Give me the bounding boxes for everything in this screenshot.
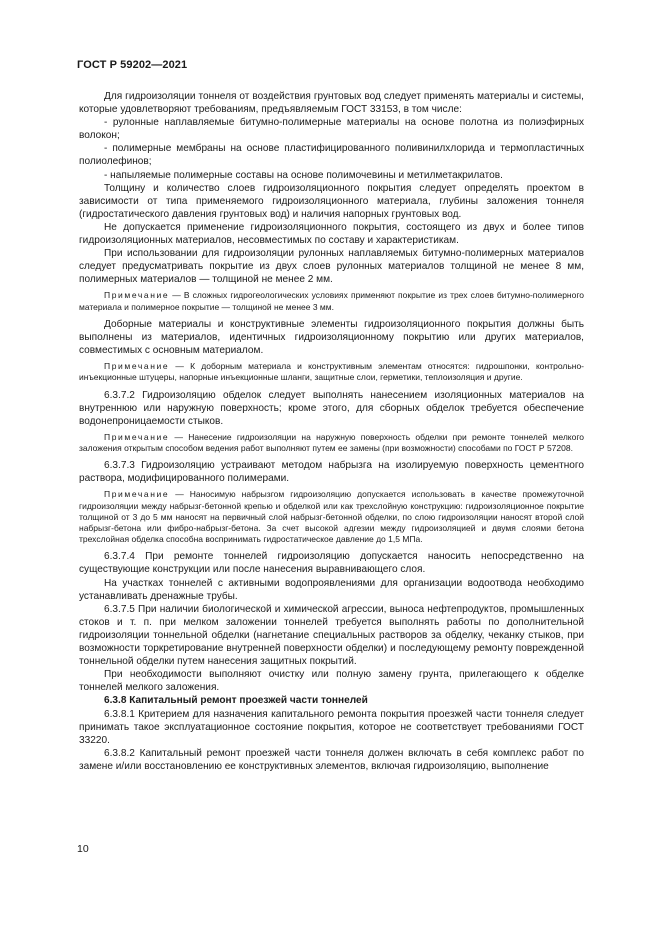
document-body [79, 90, 584, 773]
list-item: - рулонные наплавляемые битумно-полимерные материалы на основе полотна из полиэфирных волокон; [79, 117, 584, 142]
note-label: Примечание [104, 361, 170, 372]
paragraph-extra-materials: Доборные материалы и конструктивные элементы гидроизоляционного покрытия должны быть выполнены из материалов, идентичных гидроизоляционному покрытию или других материалов, совместимых с основным материалом. [79, 318, 584, 356]
paragraph-active-water: На участках тоннелей с активными водопроявлениями для организации водоотвода необходимо устанавливать дренажные трубы. [79, 577, 584, 602]
note-text: — К доборным материала и конструктивным элементам относятся: гидрошпонки, контрольно-инъекционные штуцеры, напорные инъекционные шланги, защитные слои, герметики, теплоизоляция и другие. [79, 361, 584, 383]
note-text: — В сложных гидрогеологических условиях применяют покрытие из трех слоев битумно-полимерного материала и полимерное покрытие — толщиной не менее 3 мм. [79, 290, 584, 312]
note-label: Примечание [104, 489, 170, 500]
paragraph-cleaning: При необходимости выполняют очистку или полную замену грунта, прилегающего к обделке тоннелей мелкого заложения. [79, 669, 584, 694]
section-heading-6-3-8: 6.3.8 Капитальный ремонт проезжей части тоннелей [104, 695, 368, 707]
note-2 [79, 361, 584, 383]
note-label: Примечание [104, 290, 170, 301]
note-text: — Нанесение гидроизоляции на наружную поверхность обделки при ремонте тоннелей мелкого заложения открытым способом ведения работ выполняют путем ее замены (при возможности) способами по ГОСТ Р 57208. [79, 431, 584, 453]
paragraph-6-3-7-2: 6.3.7.2 Гидроизоляцию обделок следует выполнять нанесением изоляционных материалов на внутреннюю или наружную поверхность; кроме этого, для сборных обделок требуется обеспечение водонепроницаемости стыков. [79, 389, 584, 427]
paragraph-rolls: При использовании для гидроизоляции рулонных наплавляемых битумно-полимерных материалов следует предусматривать покрытие из двух слоев рулонных материалов толщиной не менее 8 мм, полимерных материалов — толщиной не менее 2 мм. [79, 248, 584, 286]
note-text: — Наносимую набрызгом гидроизоляцию допускается использовать в качестве промежуточной гидроизоляции между набрызг-бетонной крепью и обделкой или как трехслойную конструкцию: гидроизоляционное покрытие толщиной от 3 до 5 мм наносят на первичный слой набрызг-бетонной обделки, по слою гидроизоляции наносят второй слой набрызг-бетона или фибро-набрызг-бетона. За счет высокой адгезии между гидроизоляцией и двумя слоями бетона трехслойная обделка способна воспринимать гидростатическое давление до 1,5 МПа. [79, 489, 584, 545]
paragraph-intro: Для гидроизоляции тоннеля от воздействия грунтовых вод следует применять материалы и системы, которые удовлетворяют требованиям, предъявляемым ГОСТ 33153, в том числе: [79, 91, 584, 116]
paragraph-6-3-7-3: 6.3.7.3 Гидроизоляцию устраивают методом набрызга на изолируемую поверхность цементного раствора, модифицированного полимерами. [79, 460, 584, 485]
list-item: - напыляемые полимерные составы на основе полимочевины и метилметакрилатов. [104, 169, 503, 181]
page-number: 10 [77, 843, 89, 855]
note-1 [79, 290, 584, 312]
paragraph-6-3-8-1: 6.3.8.1 Критерием для назначения капитального ремонта покрытия проезжей части тоннеля следует принимать такое эксплуатационное состояние покрытия, которое не соответствует требованиями ГОСТ 33220. [79, 708, 584, 746]
paragraph-thickness: Толщину и количество слоев гидроизоляционного покрытия следует определять проектом в зависимости от типа применяемого гидроизоляционного материала, глубины заложения тоннеля (гидростатического давления грунтовых вод) и наличия напорных грунтовых вод. [79, 182, 584, 220]
paragraph-6-3-8-2: 6.3.8.2 Капитальный ремонт проезжей части тоннеля должен включать в себя комплекс работ по замене и/или восстановлению ее конструктивных элементов, включая гидроизоляцию, выполнение [79, 747, 584, 772]
paragraph-not-allowed: Не допускается применение гидроизоляционного покрытия, состоящего из двух и более типов гидроизоляционных материалов, несовместимых по составу и характеристикам. [79, 221, 584, 247]
note-label: Примечание [104, 431, 170, 442]
paragraph-6-3-7-5: 6.3.7.5 При наличии биологической и химической агрессии, выноса нефтепродуктов, промышленных стоков и т. п. при мелком заложении тоннелей требуется выполнять работы по дополнительной гидроизоляции тоннельной обделки (нагнетание специальных растворов за обделку, чеканку стыков, при возможности торкретирование внутренней поверхности обделки) и последующему ремонту поврежденной тоннельной обделки путем нанесения защитных покрытий. [79, 603, 584, 668]
document-code-header: ГОСТ Р 59202—2021 [77, 59, 188, 71]
note-4 [79, 489, 584, 545]
list-item: - полимерные мембраны на основе пластифицированного поливинилхлорида и термопластичных полиолефинов; [79, 143, 584, 168]
note-3 [79, 432, 584, 454]
paragraph-6-3-7-4: 6.3.7.4 При ремонте тоннелей гидроизоляцию допускается наносить непосредственно на существующие конструкции или после нанесения выравнивающего слоя. [79, 551, 584, 576]
